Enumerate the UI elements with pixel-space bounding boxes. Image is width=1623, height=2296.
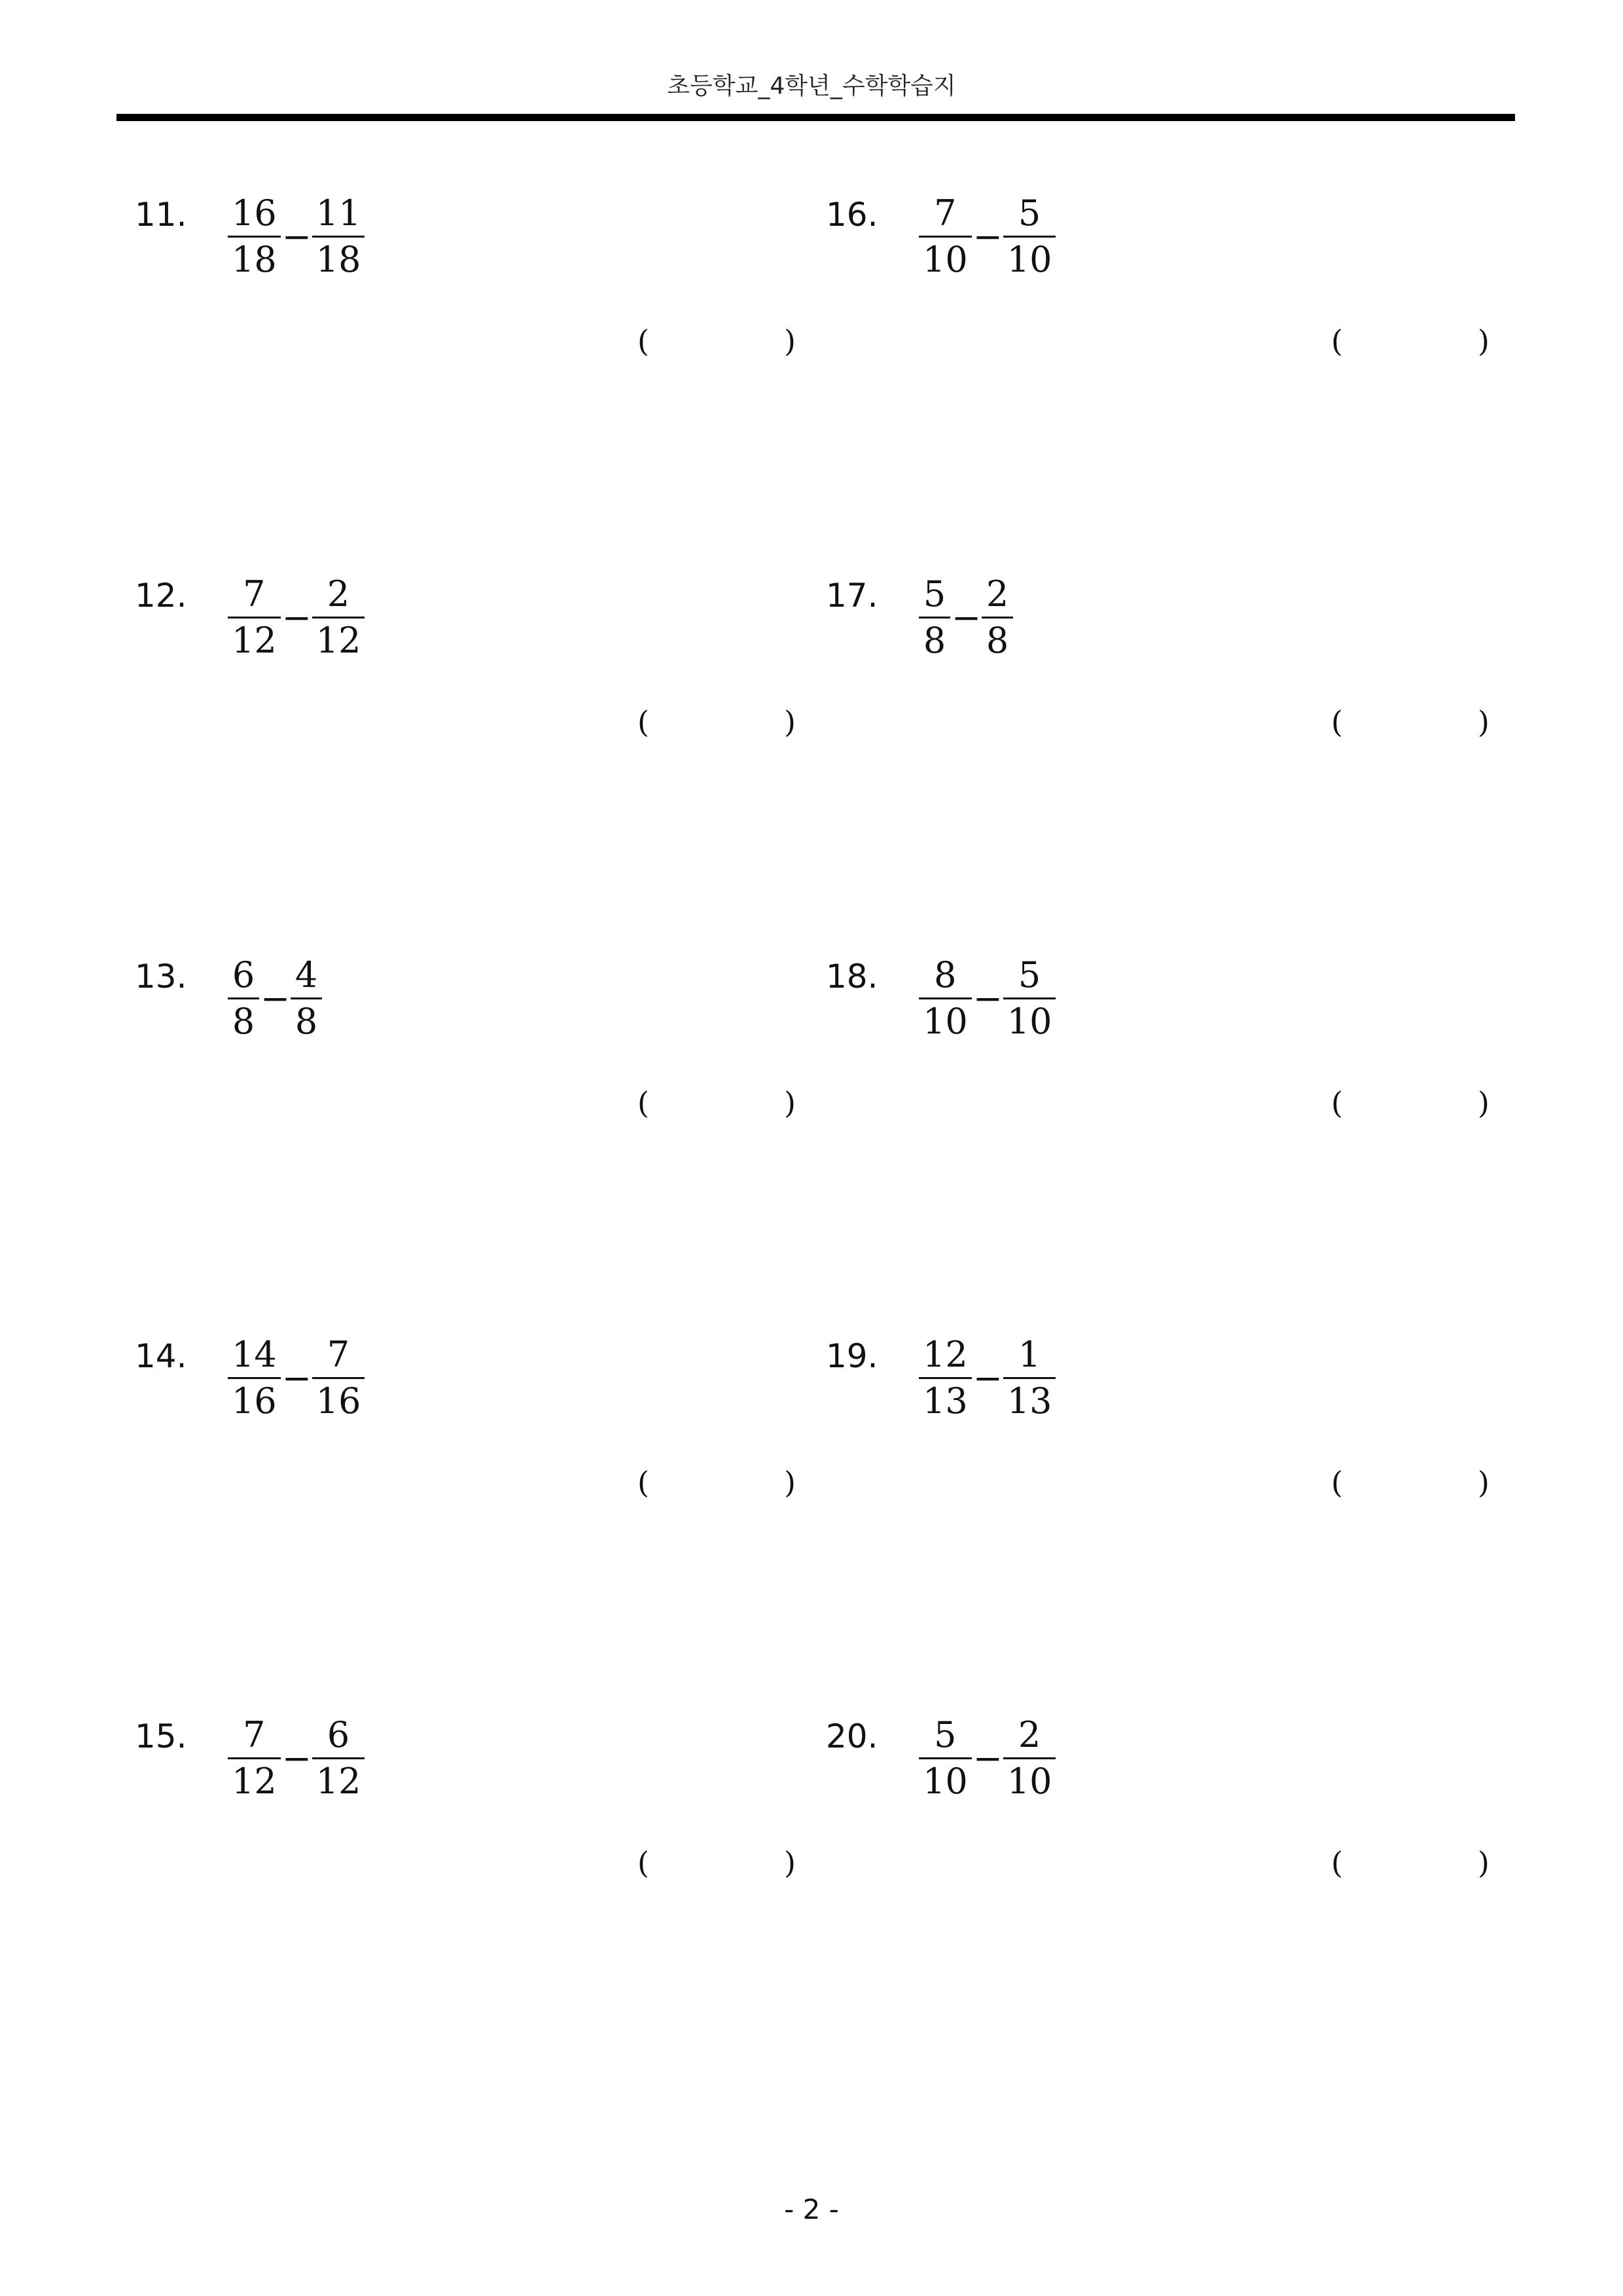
denominator: 10 — [1007, 1001, 1052, 1042]
fraction-minuend — [228, 1333, 281, 1424]
fraction-subtrahend — [312, 1713, 365, 1804]
answer-blank-open-paren[interactable]: ( — [637, 1845, 649, 1880]
answer-blank-close-paren[interactable]: ) — [1478, 1465, 1489, 1500]
fraction-expression — [228, 1333, 365, 1424]
fraction-minuend — [919, 953, 972, 1044]
minus-sign: − — [281, 1357, 312, 1399]
denominator: 10 — [1007, 239, 1052, 280]
denominator: 8 — [986, 620, 1009, 661]
numerator: 7 — [243, 573, 266, 615]
answer-blank-open-paren[interactable]: ( — [637, 1085, 649, 1121]
answer-blank-close-paren[interactable]: ) — [1478, 1845, 1489, 1880]
denominator: 12 — [232, 1761, 277, 1802]
answer-blank-close-paren[interactable]: ) — [784, 1085, 796, 1121]
denominator: 12 — [232, 620, 277, 661]
denominator: 16 — [232, 1380, 277, 1422]
fraction-subtrahend — [1003, 1713, 1056, 1804]
answer-blank-close-paren[interactable]: ) — [784, 1845, 796, 1880]
denominator: 10 — [1007, 1761, 1052, 1802]
denominator: 18 — [232, 239, 277, 280]
numerator: 12 — [923, 1334, 968, 1375]
minus-sign: − — [972, 1737, 1003, 1779]
answer-blank-close-paren[interactable]: ) — [784, 1465, 796, 1500]
fraction-expression — [919, 953, 1056, 1044]
problem-number: 18. — [826, 958, 878, 996]
fraction-expression — [228, 572, 365, 663]
denominator: 12 — [315, 620, 361, 661]
answer-blank-open-paren[interactable]: ( — [1331, 1845, 1343, 1880]
numerator: 16 — [232, 192, 277, 234]
answer-blank-open-paren[interactable]: ( — [1331, 1085, 1343, 1121]
fraction-subtrahend — [312, 1333, 365, 1424]
answer-blank-open-paren[interactable]: ( — [637, 323, 649, 359]
answer-blank-open-paren[interactable]: ( — [637, 1465, 649, 1500]
fraction-minuend — [919, 1713, 972, 1804]
fraction-subtrahend — [1003, 191, 1056, 282]
numerator: 7 — [243, 1714, 266, 1755]
denominator: 10 — [923, 1761, 968, 1802]
page-number: - 2 - — [784, 2193, 839, 2225]
fraction-expression — [228, 1713, 365, 1804]
answer-blank-open-paren[interactable]: ( — [1331, 1465, 1343, 1500]
minus-sign: − — [260, 977, 291, 1019]
page-header-title: 초등학교_4학년_수학학습지 — [667, 73, 956, 99]
problem-11 — [135, 192, 796, 365]
fraction-expression — [228, 953, 322, 1044]
problem-12 — [135, 573, 796, 746]
problem-number: 19. — [826, 1337, 878, 1375]
problem-15 — [135, 1714, 796, 1887]
numerator: 6 — [232, 954, 255, 996]
answer-blank-close-paren[interactable]: ) — [784, 323, 796, 359]
fraction-subtrahend — [312, 191, 365, 282]
problem-number: 16. — [826, 196, 878, 234]
fraction-subtrahend — [312, 572, 365, 663]
denominator: 12 — [315, 1761, 361, 1802]
numerator: 2 — [327, 573, 350, 615]
numerator: 6 — [327, 1714, 350, 1755]
denominator: 8 — [232, 1001, 255, 1042]
problem-17 — [826, 573, 1489, 746]
minus-sign: − — [952, 596, 982, 638]
minus-sign: − — [281, 596, 312, 638]
problem-number: 13. — [135, 958, 187, 996]
fraction-subtrahend — [1003, 1333, 1056, 1424]
numerator: 1 — [1018, 1334, 1041, 1375]
problem-20 — [826, 1714, 1489, 1887]
answer-blank-close-paren[interactable]: ) — [1478, 1085, 1489, 1121]
denominator: 13 — [1007, 1380, 1052, 1422]
problem-number: 14. — [135, 1337, 187, 1375]
numerator: 4 — [294, 954, 318, 996]
numerator: 8 — [934, 954, 957, 996]
problem-number: 12. — [135, 577, 187, 615]
fraction-expression — [919, 1713, 1056, 1804]
denominator: 8 — [923, 620, 946, 661]
numerator: 7 — [934, 192, 957, 234]
answer-blank-close-paren[interactable]: ) — [1478, 323, 1489, 359]
denominator: 16 — [315, 1380, 361, 1422]
problem-18 — [826, 954, 1489, 1127]
numerator: 5 — [923, 573, 946, 615]
problem-number: 20. — [826, 1717, 878, 1755]
answer-blank-close-paren[interactable]: ) — [1478, 704, 1489, 740]
fraction-minuend — [228, 1713, 281, 1804]
answer-blank-open-paren[interactable]: ( — [637, 704, 649, 740]
fraction-minuend — [228, 191, 281, 282]
numerator: 5 — [934, 1714, 957, 1755]
numerator: 7 — [327, 1334, 350, 1375]
problem-number: 15. — [135, 1717, 187, 1755]
numerator: 2 — [1018, 1714, 1041, 1755]
fraction-expression — [919, 1333, 1056, 1424]
problem-number: 17. — [826, 577, 878, 615]
numerator: 2 — [986, 573, 1009, 615]
problem-number: 11. — [135, 196, 187, 234]
problem-14 — [135, 1334, 796, 1507]
header-divider — [116, 114, 1515, 121]
fraction-minuend — [228, 572, 281, 663]
fraction-subtrahend — [1003, 953, 1056, 1044]
fraction-minuend — [919, 1333, 972, 1424]
fraction-expression — [228, 191, 365, 282]
problem-19 — [826, 1334, 1489, 1507]
answer-blank-open-paren[interactable]: ( — [1331, 704, 1343, 740]
minus-sign: − — [281, 1737, 312, 1779]
fraction-expression — [919, 191, 1056, 282]
fraction-minuend — [919, 572, 950, 663]
denominator: 10 — [923, 1001, 968, 1042]
answer-blank-close-paren[interactable]: ) — [784, 704, 796, 740]
numerator: 5 — [1018, 192, 1041, 234]
minus-sign: − — [972, 1357, 1003, 1399]
minus-sign: − — [972, 215, 1003, 257]
problem-13 — [135, 954, 796, 1127]
denominator: 13 — [923, 1380, 968, 1422]
fraction-subtrahend — [982, 572, 1013, 663]
fraction-minuend — [228, 953, 259, 1044]
numerator: 5 — [1018, 954, 1041, 996]
fraction-minuend — [919, 191, 972, 282]
problem-16 — [826, 192, 1489, 365]
minus-sign: − — [972, 977, 1003, 1019]
denominator: 18 — [315, 239, 361, 280]
fraction-subtrahend — [291, 953, 322, 1044]
answer-blank-open-paren[interactable]: ( — [1331, 323, 1343, 359]
denominator: 10 — [923, 239, 968, 280]
numerator: 14 — [232, 1334, 277, 1375]
denominator: 8 — [294, 1001, 318, 1042]
numerator: 11 — [315, 192, 361, 234]
fraction-expression — [919, 572, 1013, 663]
minus-sign: − — [281, 215, 312, 257]
